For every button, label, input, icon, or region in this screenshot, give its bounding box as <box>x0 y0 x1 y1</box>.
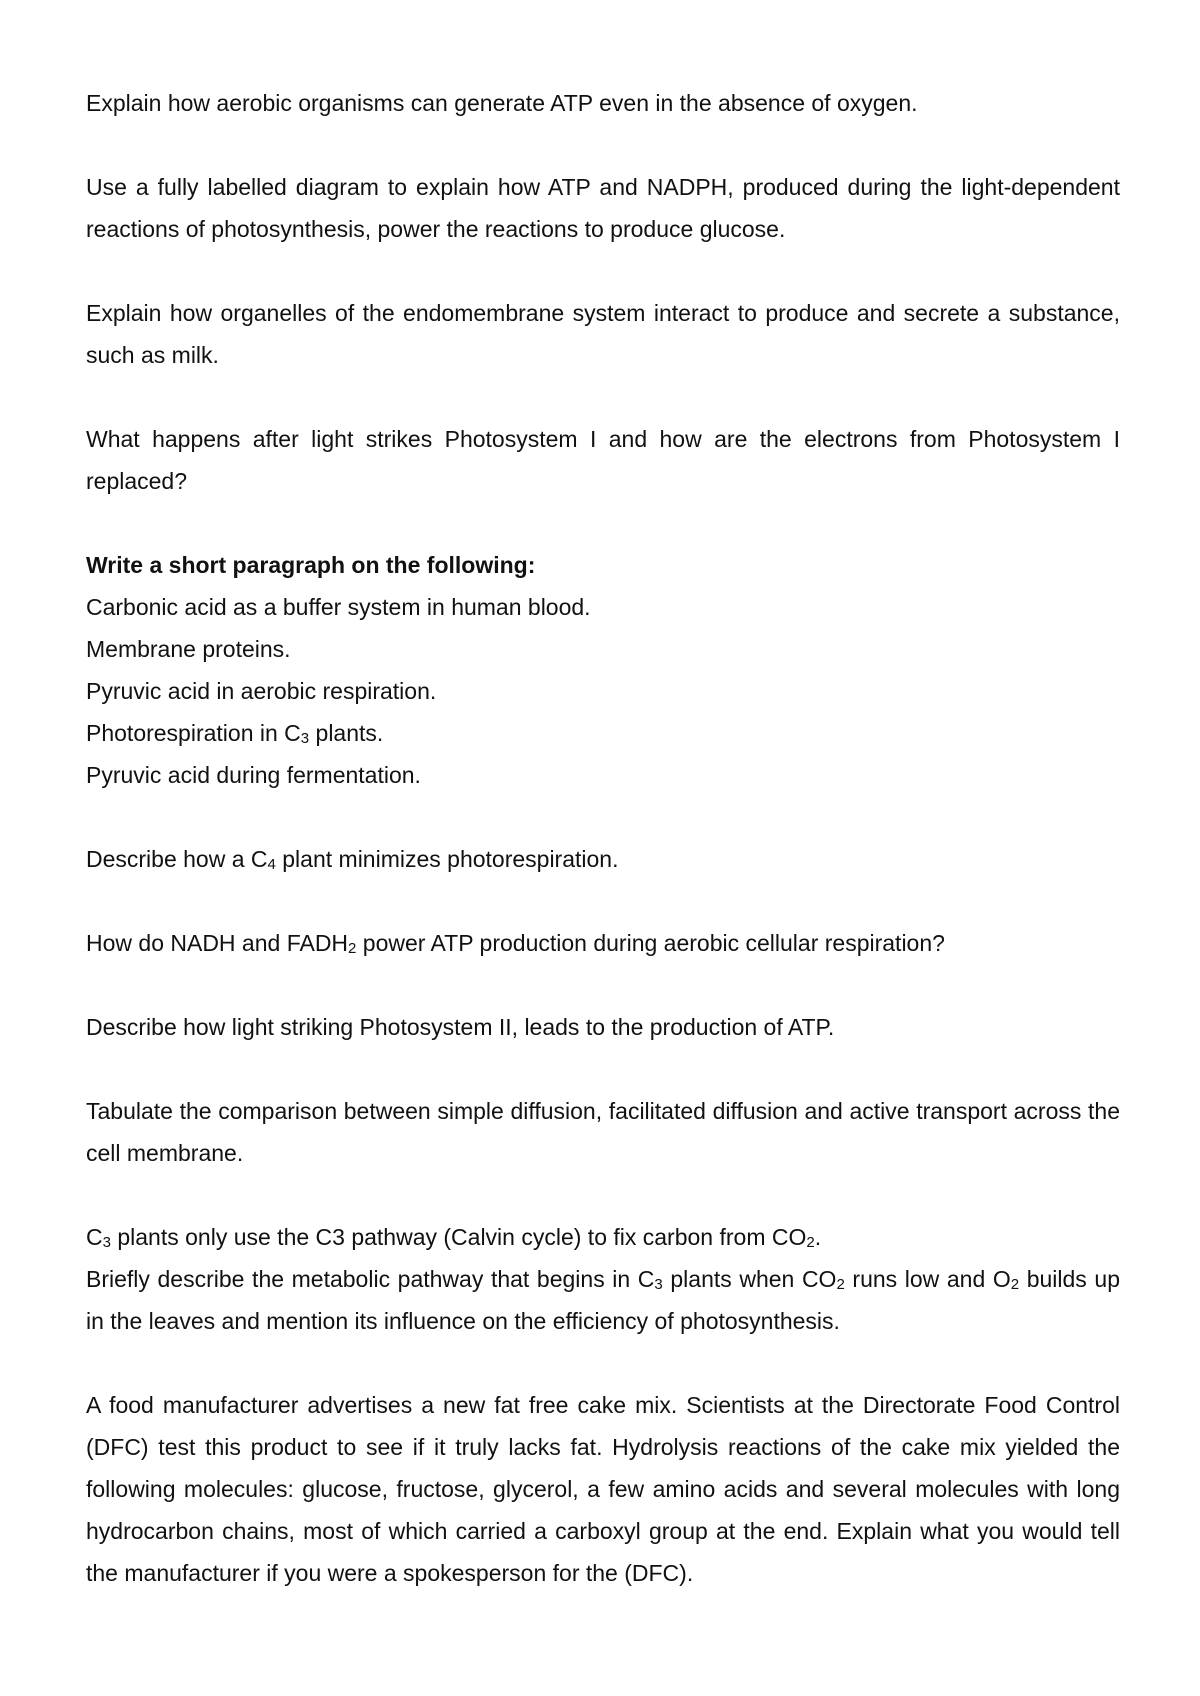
question-text: . <box>814 1224 822 1250</box>
short-paragraph-heading: Write a short paragraph on the following: <box>86 552 536 578</box>
c3-question-line <box>86 1258 1120 1342</box>
question-text: Briefly describe the metabolic pathway that begins in C <box>86 1266 655 1292</box>
document-content <box>86 82 1120 1636</box>
question-tabulate-transport: Tabulate the comparison between simple diffusion, facilitated diffusion and active transport across the cell membrane. <box>86 1098 1120 1166</box>
question-text: builds up in the leaves and mention its influence on the efficiency of photosynthesis. <box>86 1266 1120 1334</box>
list-item: Pyruvic acid during fermentation. <box>86 762 421 788</box>
question-text: runs low and O <box>844 1266 1011 1292</box>
question-fat-free-cake: A food manufacturer advertises a new fat free cake mix. Scientists at the Directorate Food Control (DFC) test this product to see if it truly lacks fat. Hydrolysis reactions of the cake mix yielded the following molecules: glucose, fructose, glycerol, a few amino acids and several molecules with long hydrocarbon chains, most of which carried a carboxyl group at the end. Explain what you would tell the manufacturer if you were a spokesperson for the (DFC). <box>86 1392 1120 1586</box>
question-text: plant minimizes photorespiration. <box>275 846 619 872</box>
subscript: 2 <box>1010 1276 1020 1293</box>
list-item: Pyruvic acid in aerobic respiration. <box>86 678 437 704</box>
question-c4-plant <box>86 838 1120 880</box>
question-text: power ATP production during aerobic cellular respiration? <box>356 930 945 956</box>
question-endomembrane: Explain how organelles of the endomembrane system interact to produce and secrete a substance, such as milk. <box>86 300 1120 368</box>
subscript: 2 <box>836 1276 845 1293</box>
subscript: 2 <box>806 1234 815 1251</box>
subscript: 3 <box>654 1276 663 1293</box>
question-text: plants only use the C3 pathway (Calvin cycle) to fix carbon from CO <box>110 1224 807 1250</box>
subscript: 2 <box>348 940 357 957</box>
question-aerobic-atp: Explain how aerobic organisms can generate ATP even in the absence of oxygen. <box>86 90 918 116</box>
question-c3-plants <box>86 1216 1120 1342</box>
question-text: C <box>86 1224 103 1250</box>
question-nadh-fadh2 <box>86 922 1120 964</box>
question-photosystem-2: Describe how light striking Photosystem II, leads to the production of ATP. <box>86 1014 835 1040</box>
c3-intro-line <box>86 1216 1120 1258</box>
short-paragraph-section <box>86 544 1120 796</box>
question-photosystem-1: What happens after light strikes Photosystem I and how are the electrons from Photosystem I replaced? <box>86 426 1120 494</box>
question-text: plants when CO <box>662 1266 837 1292</box>
question-text: How do NADH and FADH <box>86 930 349 956</box>
list-item-text: plants. <box>309 720 384 746</box>
question-text: Describe how a C <box>86 846 268 872</box>
subscript: 3 <box>102 1234 111 1251</box>
subscript: 4 <box>267 856 276 873</box>
question-atp-nadph-diagram: Use a fully labelled diagram to explain how ATP and NADPH, produced during the light-dependent reactions of photosynthesis, power the reactions to produce glucose. <box>86 174 1120 242</box>
subscript: 3 <box>300 730 310 747</box>
list-item-text: Photorespiration in C <box>86 720 301 746</box>
list-item: Carbonic acid as a buffer system in human blood. <box>86 594 591 620</box>
list-item: Membrane proteins. <box>86 636 291 662</box>
list-item <box>86 712 1120 754</box>
